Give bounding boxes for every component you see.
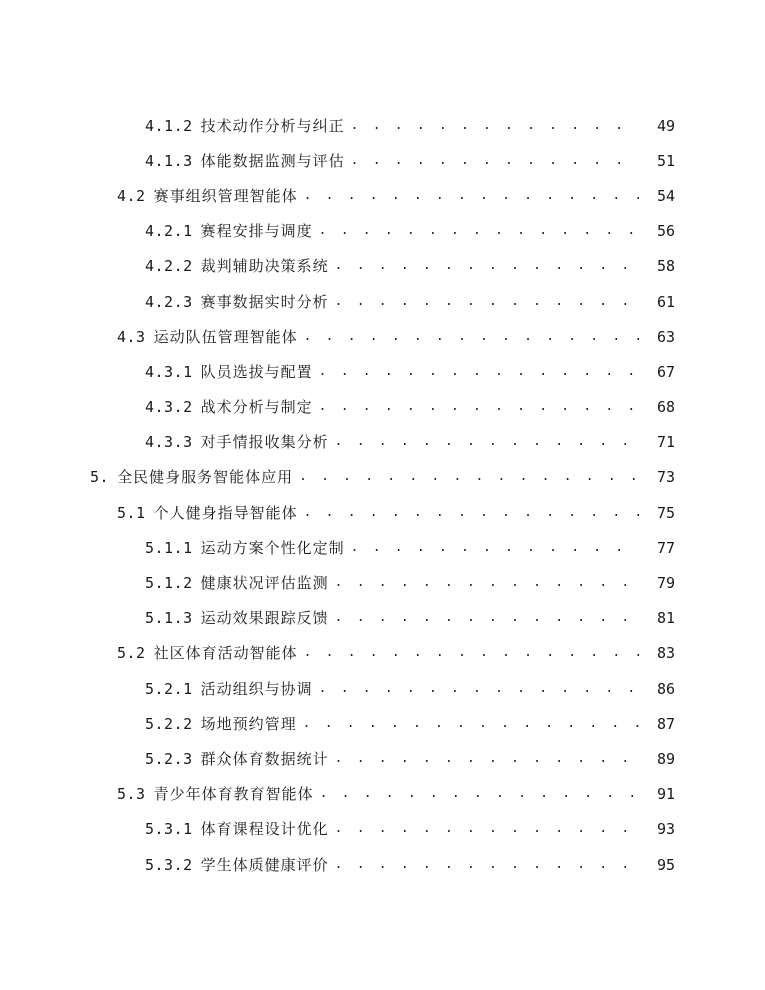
toc-entry-number: 5.1 bbox=[117, 503, 146, 522]
toc-entry-title: 运动队伍管理智能体 bbox=[153, 327, 298, 346]
toc-entry-page: 83 bbox=[656, 644, 675, 663]
toc-entry-page: 73 bbox=[656, 468, 675, 487]
toc-dot-leader bbox=[335, 609, 639, 627]
toc-entry[interactable] bbox=[0, 706, 765, 741]
toc-dot-leader bbox=[319, 222, 639, 240]
toc-entry[interactable] bbox=[0, 249, 765, 284]
toc-entry[interactable] bbox=[0, 284, 765, 319]
toc-entry-page: 56 bbox=[656, 222, 675, 241]
toc-entry-number: 5.3 bbox=[117, 785, 146, 804]
toc-entry[interactable] bbox=[0, 495, 765, 530]
toc-entry-page: 87 bbox=[656, 714, 675, 733]
toc-entry-number: 5.1.1 bbox=[145, 538, 193, 557]
toc-entry-page: 49 bbox=[656, 116, 675, 135]
toc-entry-title: 场地预约管理 bbox=[200, 714, 297, 733]
toc-entry[interactable] bbox=[0, 565, 765, 600]
toc-entry-page: 79 bbox=[656, 574, 675, 593]
toc-entry-number: 5.2 bbox=[117, 644, 146, 663]
toc-entry-page: 93 bbox=[656, 820, 675, 839]
toc-entry-number: 4.2.3 bbox=[145, 292, 193, 311]
toc-entry-page: 61 bbox=[656, 292, 675, 311]
toc-entry-number: 4.3 bbox=[117, 327, 146, 346]
toc-entry-title: 个人健身指导智能体 bbox=[153, 503, 298, 522]
toc-entry-page: 77 bbox=[656, 538, 675, 557]
toc-entry[interactable] bbox=[0, 425, 765, 460]
toc-dot-leader bbox=[335, 750, 639, 768]
toc-entry-page: 71 bbox=[656, 433, 675, 452]
toc-dot-leader bbox=[304, 644, 639, 662]
toc-entry[interactable] bbox=[0, 671, 765, 706]
toc-entry-page: 68 bbox=[656, 398, 675, 417]
toc-dot-leader bbox=[319, 363, 639, 381]
toc-dot-leader bbox=[335, 574, 639, 592]
toc-entry-page: 67 bbox=[656, 362, 675, 381]
toc-entry-title: 运动方案个性化定制 bbox=[200, 538, 345, 557]
toc-entry-number: 4.2 bbox=[117, 186, 146, 205]
toc-entry-number: 4.3.1 bbox=[145, 362, 193, 381]
toc-entry-title: 赛事组织管理智能体 bbox=[153, 186, 298, 205]
toc-entry-title: 体育课程设计优化 bbox=[200, 820, 329, 839]
toc-entry-page: 91 bbox=[656, 785, 675, 804]
toc-entry-page: 54 bbox=[656, 186, 675, 205]
toc-entry-number: 5.3.2 bbox=[145, 855, 193, 874]
toc-entry-title: 青少年体育教育智能体 bbox=[153, 785, 314, 804]
toc-entry[interactable] bbox=[0, 143, 765, 178]
toc-dot-leader bbox=[335, 856, 639, 874]
toc-entry-number: 4.2.2 bbox=[145, 257, 193, 276]
toc-entry-title: 对手情报收集分析 bbox=[200, 433, 329, 452]
toc-entry[interactable] bbox=[0, 108, 765, 143]
toc-entry-page: 89 bbox=[656, 749, 675, 768]
toc-entry[interactable] bbox=[0, 812, 765, 847]
toc-entry-number: 5.1.2 bbox=[145, 574, 193, 593]
toc-entry-number: 5.2.1 bbox=[145, 679, 193, 698]
toc-entry-number: 4.3.3 bbox=[145, 433, 193, 452]
toc-entry[interactable] bbox=[0, 390, 765, 425]
toc-entry-title: 学生体质健康评价 bbox=[200, 855, 329, 874]
toc-dot-leader bbox=[304, 328, 639, 346]
toc-entry[interactable] bbox=[0, 847, 765, 882]
toc-entry[interactable] bbox=[0, 777, 765, 812]
toc-entry[interactable] bbox=[0, 319, 765, 354]
toc-entry-title: 队员选拔与配置 bbox=[200, 362, 313, 381]
toc-entry-page: 75 bbox=[656, 503, 675, 522]
toc-dot-leader bbox=[320, 785, 639, 803]
toc-dot-leader bbox=[319, 680, 639, 698]
toc-entry-title: 技术动作分析与纠正 bbox=[200, 116, 345, 135]
toc-entry-page: 95 bbox=[656, 855, 675, 874]
toc-entry-number: 4.1.2 bbox=[145, 116, 193, 135]
toc-entry[interactable] bbox=[0, 601, 765, 636]
toc-entry-page: 86 bbox=[656, 679, 675, 698]
toc-dot-leader bbox=[335, 293, 639, 311]
toc-dot-leader bbox=[299, 468, 639, 486]
toc-dot-leader bbox=[335, 433, 639, 451]
toc-entry-page: 63 bbox=[656, 327, 675, 346]
toc-entry-number: 5.1.3 bbox=[145, 609, 193, 628]
toc-entry-title: 社区体育活动智能体 bbox=[153, 644, 298, 663]
toc-entry[interactable] bbox=[0, 354, 765, 389]
toc-entry-title: 体能数据监测与评估 bbox=[200, 151, 345, 170]
toc-entry-page: 81 bbox=[656, 609, 675, 628]
toc-entry-number: 5. bbox=[90, 468, 110, 487]
toc-entry[interactable] bbox=[0, 636, 765, 671]
toc-dot-leader bbox=[351, 539, 639, 557]
toc-dot-leader bbox=[335, 820, 639, 838]
toc-dot-leader bbox=[351, 117, 639, 135]
toc-entry-number: 4.3.2 bbox=[145, 398, 193, 417]
toc-entry-title: 裁判辅助决策系统 bbox=[200, 257, 329, 276]
toc-entry-title: 赛程安排与调度 bbox=[200, 222, 313, 241]
toc-entry-title: 健康状况评估监测 bbox=[200, 574, 329, 593]
toc-entry-number: 5.3.1 bbox=[145, 820, 193, 839]
toc-entry-title: 全民健身服务智能体应用 bbox=[117, 468, 294, 487]
toc-entry[interactable] bbox=[0, 178, 765, 213]
toc-entry-title: 运动效果跟踪反馈 bbox=[200, 609, 329, 628]
table-of-contents bbox=[0, 108, 765, 882]
toc-entry-number: 4.1.3 bbox=[145, 151, 193, 170]
toc-entry-title: 群众体育数据统计 bbox=[200, 749, 329, 768]
toc-entry-page: 51 bbox=[656, 151, 675, 170]
toc-entry-title: 战术分析与制定 bbox=[200, 398, 313, 417]
toc-entry-title: 赛事数据实时分析 bbox=[200, 292, 329, 311]
toc-entry-page: 58 bbox=[656, 257, 675, 276]
toc-entry[interactable] bbox=[0, 530, 765, 565]
toc-entry-title: 活动组织与协调 bbox=[200, 679, 313, 698]
toc-dot-leader bbox=[304, 187, 639, 205]
toc-dot-leader bbox=[351, 152, 639, 170]
toc-entry-number: 4.2.1 bbox=[145, 222, 193, 241]
toc-dot-leader bbox=[303, 715, 639, 733]
toc-entry-number: 5.2.2 bbox=[145, 714, 193, 733]
toc-dot-leader bbox=[335, 257, 639, 275]
toc-entry[interactable] bbox=[0, 460, 765, 495]
toc-entry[interactable] bbox=[0, 214, 765, 249]
toc-dot-leader bbox=[319, 398, 639, 416]
toc-entry[interactable] bbox=[0, 741, 765, 776]
toc-entry-number: 5.2.3 bbox=[145, 749, 193, 768]
toc-dot-leader bbox=[304, 504, 639, 522]
